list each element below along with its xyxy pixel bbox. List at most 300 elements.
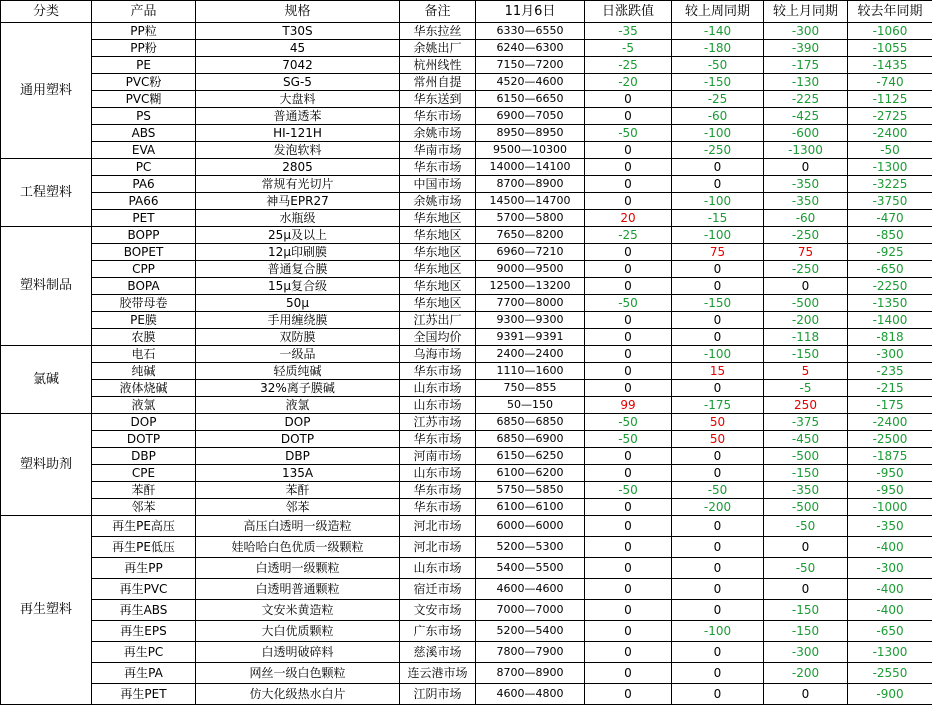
table-row: [1, 329, 932, 346]
header-year-change: 较去年同期: [848, 1, 932, 23]
price-cell: 5400—5500: [476, 558, 585, 579]
day-change-cell: -50: [585, 414, 672, 431]
month-change-cell: 0: [764, 537, 848, 558]
day-change-cell: -50: [585, 295, 672, 312]
week-change-cell: 50: [672, 414, 764, 431]
table-row: [1, 193, 932, 210]
table-row: [1, 23, 932, 40]
product-cell: 胶带母卷: [92, 295, 196, 312]
year-change-cell: -850: [848, 227, 932, 244]
product-cell: 再生PC: [92, 642, 196, 663]
month-change-cell: -150: [764, 465, 848, 482]
month-change-cell: -118: [764, 329, 848, 346]
table-row: [1, 125, 932, 142]
spec-cell: 普通复合膜: [196, 261, 400, 278]
month-change-cell: -200: [764, 312, 848, 329]
table-row: [1, 448, 932, 465]
year-change-cell: -1000: [848, 499, 932, 516]
note-cell: 华东地区: [400, 261, 476, 278]
month-change-cell: -150: [764, 621, 848, 642]
note-cell: 华东地区: [400, 227, 476, 244]
year-change-cell: -300: [848, 346, 932, 363]
month-change-cell: -300: [764, 642, 848, 663]
note-cell: 广东市场: [400, 621, 476, 642]
product-cell: BOPP: [92, 227, 196, 244]
price-cell: 1110—1600: [476, 363, 585, 380]
month-change-cell: -600: [764, 125, 848, 142]
category-cell: 塑料制品: [1, 227, 92, 346]
year-change-cell: -175: [848, 397, 932, 414]
price-cell: 6150—6650: [476, 91, 585, 108]
week-change-cell: 0: [672, 465, 764, 482]
year-change-cell: -235: [848, 363, 932, 380]
note-cell: 华东市场: [400, 108, 476, 125]
price-cell: 5750—5850: [476, 482, 585, 499]
price-cell: 750—855: [476, 380, 585, 397]
product-cell: 液体烧碱: [92, 380, 196, 397]
price-cell: 8700—8900: [476, 176, 585, 193]
table-row: [1, 537, 932, 558]
spec-cell: 高压白透明一级造粒: [196, 516, 400, 537]
month-change-cell: -175: [764, 57, 848, 74]
week-change-cell: -100: [672, 193, 764, 210]
product-cell: PVC糊: [92, 91, 196, 108]
spec-cell: 仿大化级热水白片: [196, 684, 400, 705]
week-change-cell: 0: [672, 516, 764, 537]
note-cell: 慈溪市场: [400, 642, 476, 663]
product-cell: 再生ABS: [92, 600, 196, 621]
month-change-cell: -250: [764, 227, 848, 244]
year-change-cell: -1060: [848, 23, 932, 40]
week-change-cell: 50: [672, 431, 764, 448]
year-change-cell: -470: [848, 210, 932, 227]
note-cell: 华东地区: [400, 210, 476, 227]
spec-cell: 白透明破碎料: [196, 642, 400, 663]
table-row: [1, 465, 932, 482]
year-change-cell: -650: [848, 261, 932, 278]
spec-cell: DOP: [196, 414, 400, 431]
table-row: [1, 397, 932, 414]
note-cell: 余姚市场: [400, 193, 476, 210]
spec-cell: 轻质纯碱: [196, 363, 400, 380]
month-change-cell: -425: [764, 108, 848, 125]
price-cell: 6850—6900: [476, 431, 585, 448]
year-change-cell: -818: [848, 329, 932, 346]
month-change-cell: -200: [764, 663, 848, 684]
price-cell: 14000—14100: [476, 159, 585, 176]
price-cell: 5200—5300: [476, 537, 585, 558]
note-cell: 余姚出厂: [400, 40, 476, 57]
day-change-cell: 20: [585, 210, 672, 227]
note-cell: 杭州线性: [400, 57, 476, 74]
product-cell: 纯碱: [92, 363, 196, 380]
price-cell: 9500—10300: [476, 142, 585, 159]
spec-cell: 7042: [196, 57, 400, 74]
table-row: [1, 499, 932, 516]
product-cell: PA66: [92, 193, 196, 210]
price-cell: 7150—7200: [476, 57, 585, 74]
month-change-cell: 0: [764, 684, 848, 705]
note-cell: 华东市场: [400, 431, 476, 448]
year-change-cell: -740: [848, 74, 932, 91]
product-cell: PE: [92, 57, 196, 74]
month-change-cell: -500: [764, 295, 848, 312]
note-cell: 华东市场: [400, 499, 476, 516]
note-cell: 华东送到: [400, 91, 476, 108]
product-cell: 农膜: [92, 329, 196, 346]
note-cell: 余姚市场: [400, 125, 476, 142]
header-spec: 规格: [196, 1, 400, 23]
week-change-cell: 0: [672, 642, 764, 663]
table-row: [1, 159, 932, 176]
year-change-cell: -3750: [848, 193, 932, 210]
day-change-cell: 0: [585, 261, 672, 278]
spec-cell: 15μ复合级: [196, 278, 400, 295]
day-change-cell: 0: [585, 558, 672, 579]
spec-cell: SG-5: [196, 74, 400, 91]
spec-cell: T30S: [196, 23, 400, 40]
day-change-cell: 0: [585, 363, 672, 380]
price-cell: 8700—8900: [476, 663, 585, 684]
week-change-cell: -100: [672, 227, 764, 244]
spec-cell: 苯酐: [196, 482, 400, 499]
day-change-cell: 0: [585, 91, 672, 108]
header-category: 分类: [1, 1, 92, 23]
category-cell: 塑料助剂: [1, 414, 92, 516]
table-row: [1, 244, 932, 261]
price-cell: 7000—7000: [476, 600, 585, 621]
spec-cell: 135A: [196, 465, 400, 482]
note-cell: 河北市场: [400, 537, 476, 558]
day-change-cell: 0: [585, 346, 672, 363]
note-cell: 山东市场: [400, 380, 476, 397]
spec-cell: 白透明一级颗粒: [196, 558, 400, 579]
week-change-cell: 0: [672, 448, 764, 465]
day-change-cell: 0: [585, 579, 672, 600]
spec-cell: 12μ印刷膜: [196, 244, 400, 261]
spec-cell: 25μ及以上: [196, 227, 400, 244]
spec-cell: 文安米黄造粒: [196, 600, 400, 621]
year-change-cell: -2400: [848, 414, 932, 431]
product-cell: PET: [92, 210, 196, 227]
spec-cell: 娃哈哈白色优质一级颗粒: [196, 537, 400, 558]
table-row: [1, 295, 932, 312]
spec-cell: 网丝一级白色颗粒: [196, 663, 400, 684]
table-row: [1, 346, 932, 363]
product-cell: PC: [92, 159, 196, 176]
price-cell: 7650—8200: [476, 227, 585, 244]
day-change-cell: 0: [585, 244, 672, 261]
price-cell: 6240—6300: [476, 40, 585, 57]
table-row: [1, 74, 932, 91]
price-cell: 9000—9500: [476, 261, 585, 278]
year-change-cell: -3225: [848, 176, 932, 193]
header-month-change: 较上月同期: [764, 1, 848, 23]
month-change-cell: -350: [764, 193, 848, 210]
week-change-cell: -25: [672, 91, 764, 108]
week-change-cell: 0: [672, 261, 764, 278]
month-change-cell: -350: [764, 482, 848, 499]
note-cell: 江苏市场: [400, 414, 476, 431]
product-cell: PE膜: [92, 312, 196, 329]
note-cell: 华东拉丝: [400, 23, 476, 40]
product-cell: 再生PE低压: [92, 537, 196, 558]
product-cell: 再生PET: [92, 684, 196, 705]
product-cell: 邻苯: [92, 499, 196, 516]
month-change-cell: -500: [764, 499, 848, 516]
week-change-cell: -200: [672, 499, 764, 516]
month-change-cell: 5: [764, 363, 848, 380]
day-change-cell: 0: [585, 663, 672, 684]
product-cell: DBP: [92, 448, 196, 465]
product-cell: DOP: [92, 414, 196, 431]
note-cell: 常州自提: [400, 74, 476, 91]
product-cell: CPP: [92, 261, 196, 278]
price-cell: 6100—6100: [476, 499, 585, 516]
category-cell: 工程塑料: [1, 159, 92, 227]
month-change-cell: -50: [764, 558, 848, 579]
year-change-cell: -2500: [848, 431, 932, 448]
header-day-change: 日涨跌值: [585, 1, 672, 23]
price-cell: 4520—4600: [476, 74, 585, 91]
price-cell: 5200—5400: [476, 621, 585, 642]
table-row: [1, 142, 932, 159]
week-change-cell: -140: [672, 23, 764, 40]
note-cell: 江阴市场: [400, 684, 476, 705]
price-cell: 12500—13200: [476, 278, 585, 295]
day-change-cell: 0: [585, 159, 672, 176]
note-cell: 宿迁市场: [400, 579, 476, 600]
spec-cell: 大白优质颗粒: [196, 621, 400, 642]
price-cell: 6960—7210: [476, 244, 585, 261]
week-change-cell: -50: [672, 482, 764, 499]
day-change-cell: 0: [585, 499, 672, 516]
week-change-cell: 0: [672, 176, 764, 193]
table-row: [1, 363, 932, 380]
day-change-cell: -50: [585, 125, 672, 142]
price-cell: 4600—4800: [476, 684, 585, 705]
week-change-cell: 0: [672, 278, 764, 295]
day-change-cell: -5: [585, 40, 672, 57]
header-week-change: 较上周同期: [672, 1, 764, 23]
table-row: [1, 40, 932, 57]
month-change-cell: 250: [764, 397, 848, 414]
header-date: 11月6日: [476, 1, 585, 23]
spec-cell: 50μ: [196, 295, 400, 312]
year-change-cell: -1300: [848, 159, 932, 176]
product-cell: 再生EPS: [92, 621, 196, 642]
spec-cell: 液氯: [196, 397, 400, 414]
month-change-cell: -150: [764, 346, 848, 363]
note-cell: 中国市场: [400, 176, 476, 193]
week-change-cell: 0: [672, 579, 764, 600]
week-change-cell: -150: [672, 295, 764, 312]
day-change-cell: -50: [585, 431, 672, 448]
year-change-cell: -650: [848, 621, 932, 642]
week-change-cell: -180: [672, 40, 764, 57]
year-change-cell: -1435: [848, 57, 932, 74]
week-change-cell: 0: [672, 684, 764, 705]
spec-cell: 2805: [196, 159, 400, 176]
table-row: [1, 621, 932, 642]
product-cell: 再生PP: [92, 558, 196, 579]
week-change-cell: 0: [672, 600, 764, 621]
table-row: [1, 210, 932, 227]
month-change-cell: -60: [764, 210, 848, 227]
month-change-cell: -450: [764, 431, 848, 448]
spec-cell: 45: [196, 40, 400, 57]
spec-cell: 普通透苯: [196, 108, 400, 125]
day-change-cell: 0: [585, 642, 672, 663]
note-cell: 河北市场: [400, 516, 476, 537]
year-change-cell: -350: [848, 516, 932, 537]
year-change-cell: -400: [848, 600, 932, 621]
week-change-cell: 0: [672, 663, 764, 684]
product-cell: CPE: [92, 465, 196, 482]
note-cell: 全国均价: [400, 329, 476, 346]
table-row: [1, 108, 932, 125]
week-change-cell: -15: [672, 210, 764, 227]
day-change-cell: 0: [585, 516, 672, 537]
price-cell: 6000—6000: [476, 516, 585, 537]
header-note: 备注: [400, 1, 476, 23]
year-change-cell: -900: [848, 684, 932, 705]
table-row: [1, 558, 932, 579]
price-cell: 6330—6550: [476, 23, 585, 40]
day-change-cell: 0: [585, 621, 672, 642]
table-row: [1, 642, 932, 663]
month-change-cell: -1300: [764, 142, 848, 159]
note-cell: 河南市场: [400, 448, 476, 465]
spec-cell: 发泡软料: [196, 142, 400, 159]
price-cell: 9300—9300: [476, 312, 585, 329]
price-cell: 7800—7900: [476, 642, 585, 663]
month-change-cell: -150: [764, 600, 848, 621]
year-change-cell: -1055: [848, 40, 932, 57]
year-change-cell: -2250: [848, 278, 932, 295]
spec-cell: 邻苯: [196, 499, 400, 516]
table-row: [1, 431, 932, 448]
year-change-cell: -300: [848, 558, 932, 579]
week-change-cell: -175: [672, 397, 764, 414]
product-cell: PP粉: [92, 40, 196, 57]
table-row: [1, 684, 932, 705]
week-change-cell: -50: [672, 57, 764, 74]
note-cell: 文安市场: [400, 600, 476, 621]
table-row: [1, 579, 932, 600]
note-cell: 华东地区: [400, 244, 476, 261]
year-change-cell: -1400: [848, 312, 932, 329]
week-change-cell: 75: [672, 244, 764, 261]
week-change-cell: 0: [672, 159, 764, 176]
table-row: [1, 57, 932, 74]
note-cell: 山东市场: [400, 558, 476, 579]
week-change-cell: -150: [672, 74, 764, 91]
product-cell: 电石: [92, 346, 196, 363]
week-change-cell: 0: [672, 312, 764, 329]
week-change-cell: -60: [672, 108, 764, 125]
product-cell: 再生PVC: [92, 579, 196, 600]
day-change-cell: 0: [585, 600, 672, 621]
category-cell: 通用塑料: [1, 23, 92, 159]
price-cell: 6850—6850: [476, 414, 585, 431]
note-cell: 华东市场: [400, 482, 476, 499]
spec-cell: DOTP: [196, 431, 400, 448]
spec-cell: HI-121H: [196, 125, 400, 142]
spec-cell: 一级品: [196, 346, 400, 363]
table-row: [1, 312, 932, 329]
note-cell: 连云港市场: [400, 663, 476, 684]
price-cell: 6150—6250: [476, 448, 585, 465]
day-change-cell: 0: [585, 176, 672, 193]
day-change-cell: -50: [585, 482, 672, 499]
year-change-cell: -400: [848, 579, 932, 600]
header-product: 产品: [92, 1, 196, 23]
table-row: [1, 414, 932, 431]
day-change-cell: 0: [585, 193, 672, 210]
year-change-cell: -50: [848, 142, 932, 159]
table-row: [1, 91, 932, 108]
price-cell: 4600—4600: [476, 579, 585, 600]
day-change-cell: -20: [585, 74, 672, 91]
table-row: [1, 482, 932, 499]
table-row: [1, 278, 932, 295]
table-row: [1, 600, 932, 621]
day-change-cell: 0: [585, 465, 672, 482]
day-change-cell: 0: [585, 278, 672, 295]
spec-cell: 32%离子膜碱: [196, 380, 400, 397]
day-change-cell: 0: [585, 380, 672, 397]
note-cell: 山东市场: [400, 397, 476, 414]
month-change-cell: -250: [764, 261, 848, 278]
day-change-cell: -25: [585, 57, 672, 74]
spec-cell: 常规有光切片: [196, 176, 400, 193]
product-cell: 液氯: [92, 397, 196, 414]
month-change-cell: -300: [764, 23, 848, 40]
spec-cell: 大盘料: [196, 91, 400, 108]
year-change-cell: -2550: [848, 663, 932, 684]
note-cell: 山东市场: [400, 465, 476, 482]
week-change-cell: 0: [672, 380, 764, 397]
spec-cell: 双防膜: [196, 329, 400, 346]
table-row: [1, 516, 932, 537]
price-cell: 9391—9391: [476, 329, 585, 346]
year-change-cell: -950: [848, 482, 932, 499]
product-cell: BOPET: [92, 244, 196, 261]
year-change-cell: -2400: [848, 125, 932, 142]
price-cell: 14500—14700: [476, 193, 585, 210]
day-change-cell: 0: [585, 537, 672, 558]
day-change-cell: -35: [585, 23, 672, 40]
note-cell: 华东市场: [400, 363, 476, 380]
week-change-cell: -100: [672, 346, 764, 363]
year-change-cell: -1350: [848, 295, 932, 312]
month-change-cell: -130: [764, 74, 848, 91]
year-change-cell: -950: [848, 465, 932, 482]
month-change-cell: -375: [764, 414, 848, 431]
year-change-cell: -1125: [848, 91, 932, 108]
note-cell: 华东市场: [400, 159, 476, 176]
note-cell: 华东地区: [400, 278, 476, 295]
product-cell: PS: [92, 108, 196, 125]
note-cell: 华东地区: [400, 295, 476, 312]
week-change-cell: -100: [672, 621, 764, 642]
year-change-cell: -2725: [848, 108, 932, 125]
product-cell: DOTP: [92, 431, 196, 448]
product-cell: 再生PA: [92, 663, 196, 684]
note-cell: 江苏出厂: [400, 312, 476, 329]
price-cell: 7700—8000: [476, 295, 585, 312]
